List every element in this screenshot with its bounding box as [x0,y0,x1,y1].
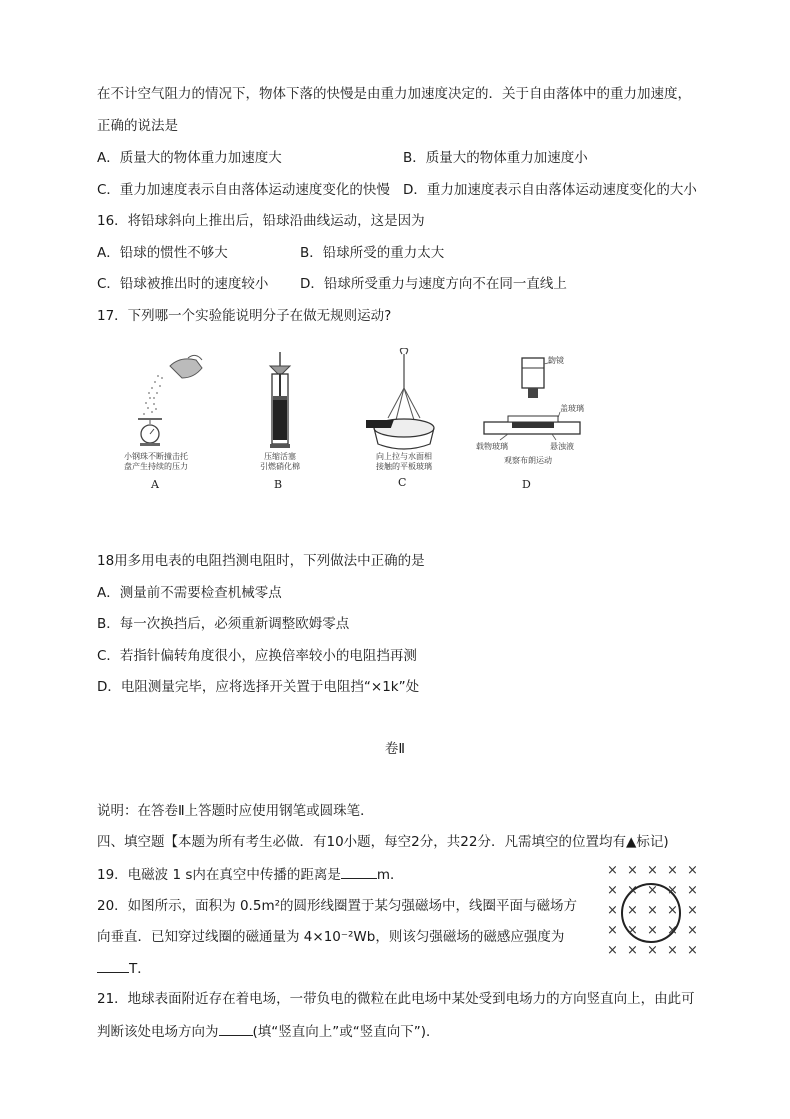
q21-answer-blank[interactable] [219,1021,253,1036]
q18-option-d: D．电阻测量完毕，应将选择开关置于电阻挡“×1k”处 [97,679,420,695]
figure-d [476,348,600,498]
field-cross: × [627,903,638,918]
figure-b [242,348,352,498]
q15-stem-line1: 在不计空气阻力的情况下，物体下落的快慢是由重力加速度决定的．关于自由落体中的重力加速度， [97,86,691,102]
field-cross: × [667,923,678,938]
q16-option-b: B．铅球所受的重力太大 [300,245,445,261]
field-cross: × [627,923,638,938]
figure-b-letter: B [274,478,283,491]
steel-ball-scale-illustration [130,348,240,458]
field-cross: × [647,903,658,918]
field-cross: × [607,923,618,938]
figure-d-caption: 观察布朗运动 [504,456,552,465]
q21-line2-before: 判断该处电场方向为 [97,1024,219,1040]
field-cross: × [667,863,678,878]
glass-plate-water-illustration [366,348,476,458]
q16-stem: 16．将铅球斜向上推出后，铅球沿曲线运动，这是因为 [97,213,425,229]
q21-line2 [97,1021,440,1042]
q18-option-c: C．若指针偏转角度很小，应换倍率较小的电阻挡再测 [97,648,417,664]
q20-line1: 20．如图所示，面积为 0.5m²的圆形线圈置于某匀强磁场中，线圈平面与磁场方 [97,898,578,914]
q20-line2: 向垂直．已知穿过线圈的磁通量为 4×10⁻²Wb，则该匀强磁场的磁感应强度为 [97,929,565,945]
magnetic-field-figure [603,863,703,962]
figure-a [124,348,240,498]
q17-stem: 17．下列哪一个实验能说明分子在做无规则运动? [97,308,392,324]
field-cross: × [687,883,698,898]
field-cross: × [687,943,698,958]
figure-b-caption-1: 压缩活塞 [264,452,296,461]
field-cross: × [667,903,678,918]
field-cross: × [647,863,658,878]
field-cross: × [627,883,638,898]
field-cross: × [667,883,678,898]
q21-line1: 21．地球表面附近存在着电场，一带负电的微粒在此电场中某处受到电场力的方向竖直向上，由此可 [97,991,695,1007]
q21-line2-after: (填“竖直向上”或“竖直向下”)． [252,1024,440,1040]
q15-option-c: C．重力加速度表示自由落体运动速度变化的快慢 [97,182,390,198]
figure-c [366,348,476,498]
section-note: 说明：在答卷Ⅱ上答题时应使用钢笔或圆珠笔． [97,803,374,819]
q16-option-a: A．铅球的惯性不够大 [97,245,228,261]
figure-b-caption-2: 引燃硝化棉 [260,462,300,471]
field-cross: × [607,863,618,878]
figure-a-letter: A [151,478,159,491]
q20-line3 [97,958,151,979]
q15-stem-line2: 正确的说法是 [97,118,178,134]
figure-d-label-lens: 物镜 [548,356,564,365]
piston-cylinder-illustration [242,348,352,458]
figure-d-label-liquid: 悬浊液 [550,442,574,451]
figure-a-caption-1: 小钢珠不断撞击托 [124,452,188,461]
figure-a-caption-2: 盘产生持续的压力 [124,462,188,471]
field-cross: × [627,943,638,958]
field-cross: × [647,883,658,898]
field-cross: × [647,943,658,958]
figure-d-letter: D [522,478,531,491]
field-cross: × [687,923,698,938]
field-cross: × [607,943,618,958]
q19-answer-blank[interactable] [341,864,377,879]
q18-option-b: B．每一次换挡后，必须重新调整欧姆零点 [97,616,350,632]
field-cross: × [627,863,638,878]
q18-stem: 18用多用电表的电阻挡测电阻时，下列做法中正确的是 [97,553,425,569]
q19-unit: m． [376,867,404,883]
figure-d-label-slide: 载物玻璃 [476,442,508,451]
field-cross: × [667,943,678,958]
q20-unit: T． [129,961,151,977]
q15-option-d: D．重力加速度表示自由落体运动速度变化的大小 [403,182,697,198]
figure-c-caption-2: 接触的平板玻璃 [376,462,432,471]
q20-answer-blank[interactable] [97,958,129,973]
q18-option-a: A．测量前不需要检查机械零点 [97,585,282,601]
q15-option-b: B．质量大的物体重力加速度小 [403,150,588,166]
q19-text [97,864,404,885]
field-cross: × [687,863,698,878]
q19-text-before: 19．电磁波 1 s内在真空中传播的距离是 [97,867,341,883]
q16-option-c: C．铅球被推出时的速度较小 [97,276,269,292]
field-cross: × [687,903,698,918]
field-cross: × [607,883,618,898]
q16-option-d: D．铅球所受重力与速度方向不在同一直线上 [300,276,567,292]
field-cross: × [647,923,658,938]
part-four-heading: 四、填空题【本题为所有考生必做．有10小题，每空2分，共22分．凡需填空的位置均有▲标记) [97,834,669,850]
figure-c-caption-1: 向上拉与水面相 [376,452,432,461]
figure-c-letter: C [398,476,407,489]
figure-d-label-cover: 盖玻璃 [560,404,584,413]
field-cross: × [607,903,618,918]
section-title: 卷Ⅱ [384,741,406,757]
q15-option-a: A．质量大的物体重力加速度大 [97,150,282,166]
q17-figures [124,348,590,498]
